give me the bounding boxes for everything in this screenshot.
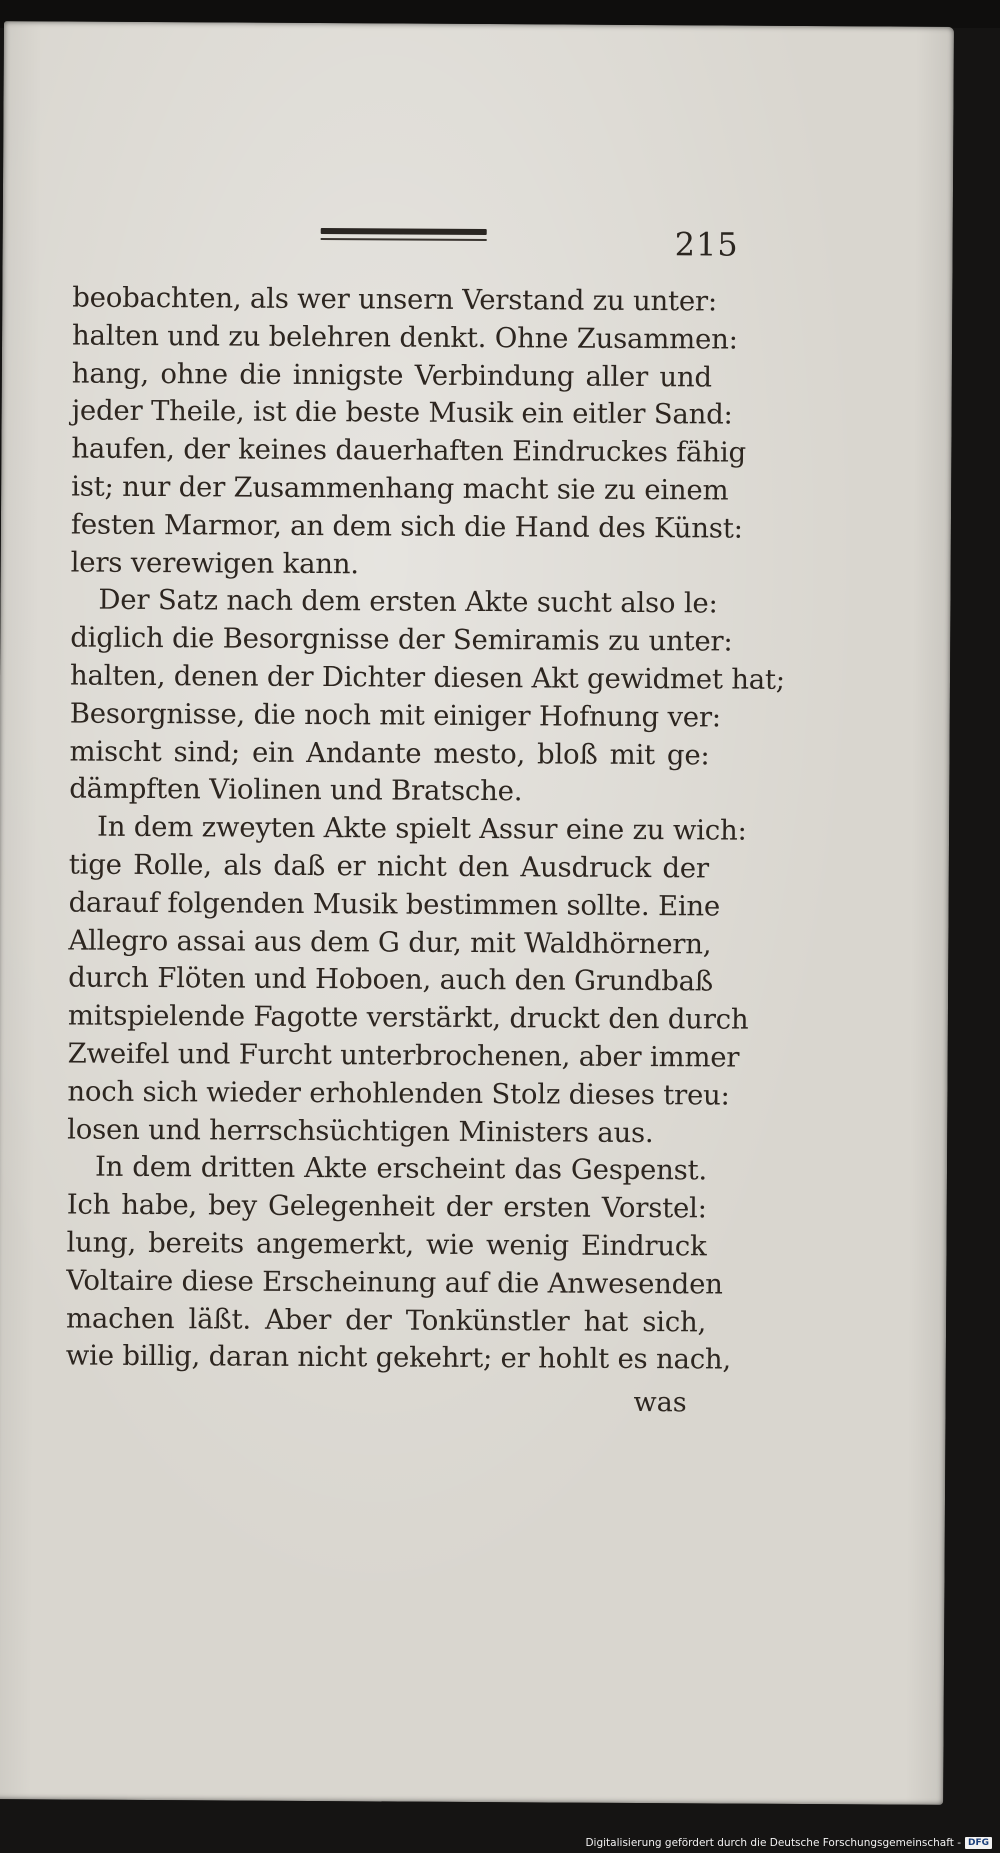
text-line: halten und zu belehren denkt. Ohne Zusammen: [71, 319, 738, 356]
text-line: Ich habe, bey Gelegenheit der ersten Vorstel: [66, 1188, 707, 1225]
text-line: wie billig, daran nicht gekehrt; er hohlt es nach, [65, 1339, 732, 1376]
text-line: dämpften Violinen und Bratsche. [69, 772, 523, 808]
text-line: durch Flöten und Hoboen, auch den Grundbaß [68, 961, 714, 998]
text-line: tige Rolle, als daß er nicht den Ausdruck der [68, 848, 709, 885]
text-line: Allegro assai aus dem G dur, mit Waldhörnern, [68, 924, 712, 960]
text-line: hang, ohne die innigste Verbindung aller und [71, 357, 712, 394]
text-line: lers verewigen kann. [70, 546, 360, 580]
text-line: mitspielende Fagotte verstärkt, druckt den durch [67, 999, 749, 1036]
text-line: Voltaire diese Erscheinung auf die Anwesenden [66, 1264, 723, 1301]
text-line: jeder Theile, ist die beste Musik ein eitler Sand: [71, 394, 733, 431]
text-line: darauf folgenden Musik bestimmen sollte. Eine [68, 886, 721, 923]
text-line: Der Satz nach dem ersten Akte sucht also le: [98, 584, 718, 620]
digitization-credit [585, 1837, 992, 1849]
page-number: 215 [674, 225, 739, 264]
body-text [65, 280, 785, 1380]
text-line: Besorgnisse, die noch mit einiger Hofnung ver: [69, 697, 722, 734]
header-rule-thin [321, 238, 487, 241]
text-line: mischt sind; ein Andante mesto, bloß mit ge: [69, 735, 710, 771]
text-line: lung, bereits angemerkt, wie wenig Eindruck [66, 1226, 707, 1263]
text-line: beobachten, als wer unsern Verstand zu unter: [72, 281, 718, 318]
text-line: losen und herrschsüchtigen Ministers aus. [67, 1113, 654, 1149]
text-line: diglich die Besorgnisse der Semiramis zu unter: [70, 621, 733, 658]
dfg-logo: DFG [965, 1837, 992, 1849]
text-line: haufen, der keines dauerhaften Eindruckes fähig [71, 432, 746, 469]
header-rule [321, 228, 487, 235]
text-line: noch sich wieder erhohlenden Stolz dieses treu: [67, 1075, 730, 1112]
book-page [0, 21, 954, 1805]
text-line: In dem zweyten Akte spielt Assur eine zu wich: [96, 810, 747, 847]
text-line: ist; nur der Zusammenhang macht sie zu einem [71, 470, 729, 507]
credit-text: Digitalisierung gefördert durch die Deutsche Forschungsgemeinschaft - [585, 1837, 961, 1849]
text-line: Zweifel und Furcht unterbrochenen, aber immer [67, 1037, 740, 1074]
text-line: festen Marmor, an dem sich die Hand des Künst: [70, 508, 743, 545]
text-line: In dem dritten Akte erscheint das Gespenst. [94, 1151, 708, 1187]
catchword: was [633, 1386, 687, 1419]
text-line: machen läßt. Aber der Tonkünstler hat sich, [65, 1302, 707, 1338]
text-line: halten, denen der Dichter diesen Akt gewidmet hat; [69, 659, 785, 696]
